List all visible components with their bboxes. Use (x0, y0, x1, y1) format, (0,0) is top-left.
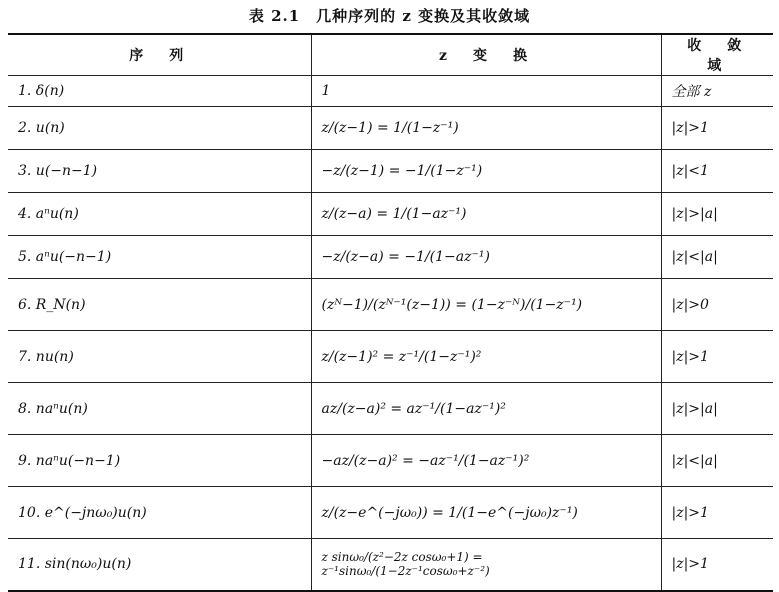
z-transform-cell: −z/(z−1) = −1/(1−z⁻¹) (311, 150, 661, 193)
z-transform-table (8, 33, 773, 592)
z-transform-cell: z/(z−a) = 1/(1−az⁻¹) (311, 193, 661, 236)
sequence-cell: 1. δ(n) (8, 76, 311, 107)
z-transform-cell: −z/(z−a) = −1/(1−az⁻¹) (311, 236, 661, 279)
table-row (8, 150, 773, 193)
sequence-cell: 9. naⁿu(−n−1) (8, 435, 311, 487)
roc-cell: |z|>1 (661, 107, 773, 150)
sequence-cell: 11. sin(nω₀)u(n) (8, 539, 311, 591)
table-row (8, 236, 773, 279)
roc-cell: |z|>|a| (661, 193, 773, 236)
sequence-cell: 2. u(n) (8, 107, 311, 150)
table-row (8, 383, 773, 435)
table-row (8, 331, 773, 383)
sequence-cell: 3. u(−n−1) (8, 150, 311, 193)
z-transform-cell: −az/(z−a)² = −az⁻¹/(1−az⁻¹)² (311, 435, 661, 487)
roc-cell: |z|<|a| (661, 236, 773, 279)
z-transform-cell: z/(z−e^(−jω₀)) = 1/(1−e^(−jω₀)z⁻¹) (311, 487, 661, 539)
table-row (8, 487, 773, 539)
z-transform-cell: az/(z−a)² = az⁻¹/(1−az⁻¹)² (311, 383, 661, 435)
sequence-cell: 4. aⁿu(n) (8, 193, 311, 236)
roc-cell: |z|>1 (661, 487, 773, 539)
z-transform-cell: z/(z−1)² = z⁻¹/(1−z⁻¹)² (311, 331, 661, 383)
z-transform-cell: 1 (311, 76, 661, 107)
table-row (8, 435, 773, 487)
roc-cell: 全部 z (661, 76, 773, 107)
z-transform-cell: z/(z−1) = 1/(1−z⁻¹) (311, 107, 661, 150)
sequence-cell: 5. aⁿu(−n−1) (8, 236, 311, 279)
z-transform-cell: (zᴺ−1)/(zᴺ⁻¹(z−1)) = (1−z⁻ᴺ)/(1−z⁻¹) (311, 279, 661, 331)
header-z-transform: z 变 换 (311, 34, 661, 76)
z-transform-cell: z sinω₀/(z²−2z cosω₀+1) = z⁻¹sinω₀/(1−2z⁻¹cosω₀+z⁻²) (311, 539, 661, 591)
table-row (8, 193, 773, 236)
roc-cell: |z|>1 (661, 539, 773, 591)
sequence-cell: 7. nu(n) (8, 331, 311, 383)
table-title: 表 2.1 几种序列的 z 变换及其收敛域 (248, 7, 531, 25)
table-row (8, 279, 773, 331)
roc-cell: |z|<1 (661, 150, 773, 193)
roc-cell: |z|>0 (661, 279, 773, 331)
sequence-cell: 10. e^(−jnω₀)u(n) (8, 487, 311, 539)
table-header-row (8, 34, 773, 76)
roc-cell: |z|<|a| (661, 435, 773, 487)
header-roc: 收 敛 域 (661, 34, 773, 76)
roc-cell: |z|>|a| (661, 383, 773, 435)
sequence-cell: 6. R_N(n) (8, 279, 311, 331)
table-row (8, 76, 773, 107)
header-sequence: 序 列 (8, 34, 311, 76)
sequence-cell: 8. naⁿu(n) (8, 383, 311, 435)
roc-cell: |z|>1 (661, 331, 773, 383)
table-row (8, 539, 773, 591)
table-row (8, 107, 773, 150)
